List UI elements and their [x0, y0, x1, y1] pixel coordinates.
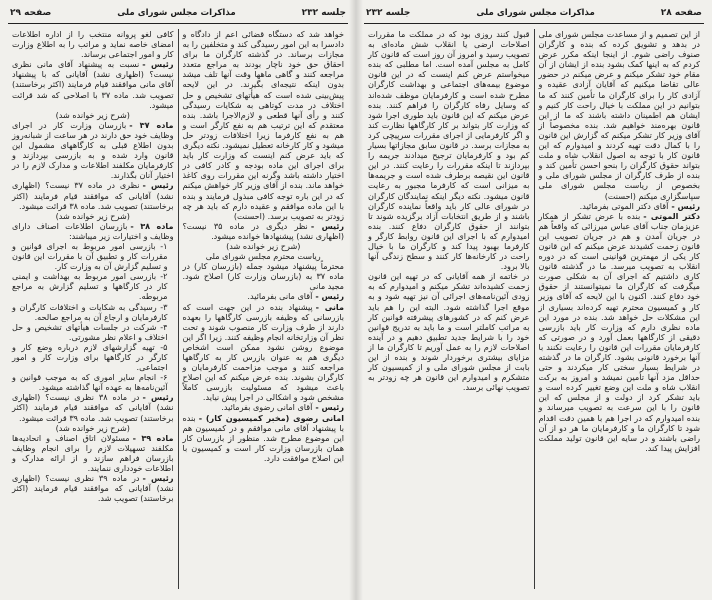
page-number: صفحه ۲۸: [660, 8, 702, 18]
paragraph-text: ۶- انجام سایر اموری که به موجب قوانین و آئین‌نامه‌ها به عهده آنها گذاشته میشود.: [12, 372, 168, 393]
speaker-name: رئیس -: [142, 180, 174, 191]
paragraph-text: ۴- شرکت در جلسات هیأتهای تشخیص و حل اختلاف و اعلام نظر مشورتی.: [12, 321, 168, 342]
paragraph-text: (شرح زیر خوانده شد): [55, 109, 130, 120]
paragraph-text: ۱- بازرسی امور مربوط به اجرای قوانین و مقررات کار و تطبیق آن با مقررات این قانون و تسلیم گزارش آن به وزارت کار.: [12, 240, 168, 272]
column-group: [8, 29, 348, 589]
paragraph-text: پیشنهاد بنده در این جهت است که بازرسانی که وظیفه بازرسی کارگاهها را بعهده دارند از طرف وزارت کار منصوب شوند و تحت نظر آن وزارتخانه انجام وظیفه کنند. زیرا اگر این موضوع روشن نشود ممکن است اشخاص دیگری هم به عنوان بازرس کار به کارگاهها مراجعه کنند و موجب مزاحمت کارفرمایان و کارگران بشوند. بنده عرض میکنم که این اصلاح باعث میشود که مسئولیت بازرسی کاملاً مشخص شود و اشکالی در اجرا پیش نیاید.: [182, 301, 344, 403]
paragraph: [183, 291, 345, 301]
paragraph-text: بنده با عرض تشکر از همکار عزیزمان جناب آقای عباس میرزائی که واقعاً هم در جریان آمدن و هم در جریان تصویب این قانون زحمت کشیدند عرض میکنم که این قانون کار یکی از مهمترین قوانینی است که در دوره انقلاب به تصویب میرسد. ما در گذشته قانون کاری داشتیم که اجرای آن به شکلی صورت میگرفت که کارگران ما نمیتوانستند از حقوق خود دفاع کنند. اکنون با این لایحه که آقای وزیر کار و کمیسیون محترم تهیه کرده‌اند بسیاری از این مشکلات حل خواهد شد. بنده در مورد این ماده نظری دارم که وزارت کار باید بازرسی دقیقی از کارگاهها بعمل آورد و در صورتی که کارفرمایان مقررات این قانون را رعایت نکنند با آنها برخورد قانونی بشود. کارگران ما در گذشته در شرایط بسیار سختی کار میکردند و حتی حداقل مزد آنها تأمین نمیشد و امروز به برکت انقلاب شاه و ملت این وضع تغییر کرده است و باید تشکر کرد از دولت و از مجلس که این قانون را با این سرعت به تصویب میرساند و بنده امیدوارم که در اجرا هم با همین دقت اقدام شود تا کارگران ما و کارفرمایان ما هر دو از آن راضی باشند و در سایه این قانون تولید مملکت افزایش پیدا کند.: [538, 210, 700, 453]
paragraph-text: نظر دیگری در ماده ۳۵ نیست؟ (اظهاری نشد) پیشنهادها خوانده میشود.: [182, 220, 344, 241]
centered-heading: [12, 211, 174, 221]
paragraph-text: از این تصمیم و از مساعدت مجلس شورای ملی در بدهد و تشویق کرده که بنده و کارگران صنوف راضی شوم. از اینجا اینکه مکرر عرض کردم که به اینها کمک بشود بنده از ایشان از آن مقام خود تشکر میکنم و عرض میکنم در حضور عالی تقاضا میکنیم که آقایان آزادی عقیده و آزادی کار را برای کارگران ما تأمین کنند که ما بتوانیم در این مملکت با خیال راحت کار کنیم و ایشان هم اطمینان داشته باشند که ما از این قانون بهره‌مند خواهیم شد. بنده مخصوصاً از آقای وزیر کار تشکر میکنم که گزارش این قانون را با کمال دقت تهیه کردند و امیدوارم که این قانون کار با توجه به اصول انقلاب شاه و ملت بتواند حقوق کارگران را بنحو احسن تأمین کند و بنده از طرف کارگران از مجلس شورای ملی و بخصوص از ریاست مجلس شورای ملی سپاسگزاری میکنم (احسنت): [538, 29, 700, 201]
paragraph-text: در ماده ۳۹ نظری نیست؟ (اظهاری نشد) آقایانی که موافقند قیام فرمایند (اکثر برخاستند) تصویب شد.: [12, 473, 174, 504]
speaker-name: رئیس -: [671, 200, 700, 211]
paragraph-text: آقای مانی بفرمائید.: [247, 291, 313, 302]
paragraph-text: مسئولان اتاق اصناف و اتحادیه‌ها مکلفند تسهیلات لازم را برای انجام وظایف بازرسان فراهم سازند و از ارائه مدارک و اطلاعات خودداری ننمایند.: [12, 432, 174, 474]
text-column-right: [179, 29, 349, 589]
paragraph-text: آقای دکتر الموتی بفرمائید.: [579, 200, 669, 211]
list-item: [12, 342, 174, 372]
speaker-name: رئیس -: [310, 220, 345, 231]
paragraph: [183, 261, 345, 291]
centered-heading: [12, 110, 174, 120]
paragraph-text: محترماً پیشنهاد میشود جمله (بازرسان کار) در ماده ۳۷ به (بازرسان وزارت کار) اصلاح شود. مجید مانی: [182, 261, 344, 292]
running-title: مذاکرات مجلس شورای ملی: [476, 8, 595, 18]
paragraph: [12, 59, 174, 109]
list-item: [12, 302, 174, 322]
page-28: [356, 0, 712, 600]
paragraph: [368, 271, 530, 392]
paragraph: [183, 413, 345, 463]
paragraph: [539, 211, 701, 453]
paragraph-text: ۲- بازرسی امور مربوط به بهداشت و ایمنی کار در کارگاهها و تسلیم گزارش به مراجع مربوطه.: [12, 271, 168, 302]
paragraph-text: نسبت به پیشنهاد آقای مانی نظری نیست؟ (اظهاری نشد) آقایانی که با پیشنهاد آقای مانی موافقند قیام فرمایند (اکثر برخاستند) تصویب شد. ماده ۳۷ با اصلاحی که شد قرائت میشود.: [12, 59, 174, 110]
session-number: جلسه ۲۳۲: [366, 8, 411, 18]
paragraph-text: در ماده ۳۸ نظری نیست؟ (اظهاری نشد) آقایانی که موافقند قیام فرمایند (اکثر برخاستند) تصویب شد. ماده ۳۹ قرائت میشود.: [12, 392, 174, 423]
text-column-right: [535, 29, 705, 589]
paragraph: [12, 120, 174, 181]
centered-heading: [183, 251, 345, 261]
paragraph-text: نظری در ماده ۳۷ نیست؟ (اظهاری نشد) آقایانی که موافقند قیام فرمایند (اکثر برخاستند) تصویب شد. ماده ۳۸ قرائت میشود.: [12, 180, 174, 211]
paragraph-text: ۵- تهیه گزارشهای لازم درباره وضع کار و کارگر در کارگاهها برای وزارت کار و امور اجتماعی.: [12, 341, 168, 373]
paragraph-text: خواهد شد که دستگاه قضائی اعم از دادگاه و دادسرا به این امور رسیدگی کند و متخلفین را به مجازات برساند. در گذشته کارگران ما برای احقاق حق خود ناچار بودند به مراجع متعدد مراجعه کنند و گاهی ماهها وقت آنها تلف میشد بدون اینکه نتیجه‌ای بگیرند. در این لایحه پیش‌بینی شده است که هیأتهای تشخیص و حل اختلاف در مدت کوتاهی به شکایات رسیدگی کنند و رأی آنها قطعی و لازم‌الاجرا باشد. بنده معتقدم که این ترتیب هم به نفع کارگر است و هم به نفع کارفرما زیرا اختلافات زودتر حل میشود و کار کارخانه تعطیل نمیشود. نکته دیگری که باید عرض کنم اینست که وزارت کار باید برای اجرای این ماده بودجه و کادر کافی در اختیار داشته باشد وگرنه این مقررات روی کاغذ خواهد ماند. بنده از آقای وزیر کار خواهش میکنم که در این باره توجه کافی مبذول فرمایند و بنده با این ماده موافقم و عقیده دارم که باید هر چه زودتر به تصویب برسد. (احسنت): [182, 29, 344, 221]
paragraph-text: بازرسان اطلاعات اصناف دارای وظایف و اختیارات زیر میباشند:: [12, 220, 174, 241]
list-item: [12, 271, 174, 301]
paragraph-text: ۳- رسیدگی به شکایات و اختلافات کارگران و کارفرمایان و ارجاع آن به مراجع صالحه.: [12, 301, 168, 322]
paragraph: [12, 29, 174, 59]
paragraph-text: در خاتمه از همه آقایانی که در تهیه این قانون زحمت کشیده‌اند تشکر میکنم و امیدوارم که به زودی آئین‌نامه‌های اجرائی آن نیز تهیه شود و به موقع اجرا گذاشته شود. البته این را هم باید عرض کنم که در کشورهای پیشرفته قوانین کار به مراتب کاملتر است و ما باید به تدریج قوانین خود را با شرایط جدید تطبیق دهیم و در آینده اصلاحات لازم را به عمل آوریم تا کارگران ما از مزایای بیشتری برخوردار شوند و بنده از این بابت از مجلس شورای ملی و از کمیسیون کار متشکرم و امیدوارم این قانون هر چه زودتر به تصویب نهائی برسد.: [368, 271, 530, 393]
paragraph: [368, 29, 530, 271]
speaker-name: رئیس -: [315, 291, 344, 302]
paragraph: [12, 392, 174, 422]
paragraph: [12, 473, 174, 503]
text-column-left: [364, 29, 535, 589]
page-header: [364, 5, 704, 24]
page-number: صفحه ۲۹: [10, 8, 52, 18]
paragraph: [183, 402, 345, 412]
paragraph: [12, 221, 174, 241]
paragraph-text: کافی لغو پروانه منتخب را از اداره اطلاعات امضای خاصه نماید و مراتب را به اطلاع وزارت کار و امور اجتماعی برساند.: [12, 29, 174, 60]
centered-heading: [12, 423, 174, 433]
speaker-name: رئیس -: [315, 402, 344, 413]
paragraph: [12, 433, 174, 473]
speaker-name: رئیس -: [142, 473, 174, 484]
paragraph: [12, 180, 174, 210]
paragraph-text: ریاست محترم مجلس شورای ملی: [205, 251, 321, 262]
speaker-name: دکتر الموتی -: [643, 210, 700, 221]
paragraph-text: قبول کنند روزی بود که در مملکت ما مقررات اصلاحات ارضی یا انقلاب شش ماده‌ای به تصویب رسید و امروز آن روز است که قانون کار کامل به مجلس آمده است. اما مطلبی که بنده میخواستم عرض کنم اینست که در این قانون موضوع بیمه‌های اجتماعی و بهداشت کارگران مطرح شده است و کارفرمایان موظف شده‌اند که وسایل رفاه کارگران را فراهم کنند. بنده عرض میکنم که این قانون باید طوری اجرا شود که وزارت کار بتواند بر کار کارگاهها نظارت کند و اگر کارفرمایی از اجرای مقررات سرپیچی کرد به مجازات برسد. در قانون سابق مجازاتها بسیار کم بود و کارفرمایان ترجیح میدادند جریمه را بپردازند تا اینکه مقررات را رعایت کنند. در این قانون این نقیصه برطرف شده است و جریمه‌ها به میزانی است که کارفرما مجبور به رعایت قانون میشود. نکته دیگر اینکه نمایندگان کارگران در شورای عالی کار باید واقعاً نماینده کارگران باشند و از طریق انتخابات آزاد برگزیده شوند تا بتوانند از حقوق کارگران دفاع کنند. بنده امیدوارم که با اجرای این قانون روابط کارگر و کارفرما بهبود پیدا کند و کارگران ما با خیال راحت در کارخانه‌ها کار کنند و سطح زندگی آنها بالا برود.: [368, 29, 530, 272]
paragraph-text: (شرح زیر خوانده شد): [226, 240, 301, 251]
speaker-name: رئیس -: [142, 59, 174, 70]
page-header: [8, 5, 348, 24]
paragraph: [539, 29, 701, 201]
list-item: [12, 322, 174, 342]
speaker-name: رئیس -: [142, 392, 174, 403]
paragraph: [183, 29, 345, 221]
column-group: [364, 29, 704, 589]
paragraph-text: آقای امانی رضوی بفرمائید.: [221, 402, 313, 413]
paragraph-text: بنده با پیشنهاد آقای مانی موافقم و در کمیسیون هم این موضوع مطرح شد. منظور از بازرسان کار همان بازرسان وزارت کار است و کمیسیون با این اصلاح موافقت دارد.: [182, 412, 344, 463]
list-item: [12, 241, 174, 271]
speaker-name: ماده ۳۸ -: [130, 220, 174, 231]
list-item: [12, 372, 174, 392]
speaker-name: مانی -: [315, 301, 344, 312]
paragraph: [539, 201, 701, 211]
paragraph: [183, 221, 345, 241]
paragraph: [183, 302, 345, 403]
paragraph-text: بازرسان وزارت کار در اجرای وظایف خود حق دارند در هر ساعت از شبانه‌روز بدون اطلاع قبلی به کارگاههای مشمول این قانون وارد شده و به بازرسی بپردازند و کارفرمایان مکلفند اطلاعات و مدارک لازم را در اختیار آنان بگذارند.: [12, 119, 174, 181]
speaker-name: امانی رضوی (مخبر کمیسیون کار) -: [198, 412, 344, 423]
session-number: جلسه ۲۳۲: [301, 8, 346, 18]
paragraph-text: (شرح زیر خوانده شد): [55, 422, 130, 433]
speaker-name: ماده ۳۹ -: [132, 432, 174, 443]
paragraph-text: (شرح زیر خوانده شد): [55, 210, 130, 221]
centered-heading: [183, 241, 345, 251]
running-title: مذاکرات مجلس شورای ملی: [117, 8, 236, 18]
speaker-name: ماده ۳۷ -: [129, 119, 174, 130]
text-column-left: [8, 29, 179, 589]
